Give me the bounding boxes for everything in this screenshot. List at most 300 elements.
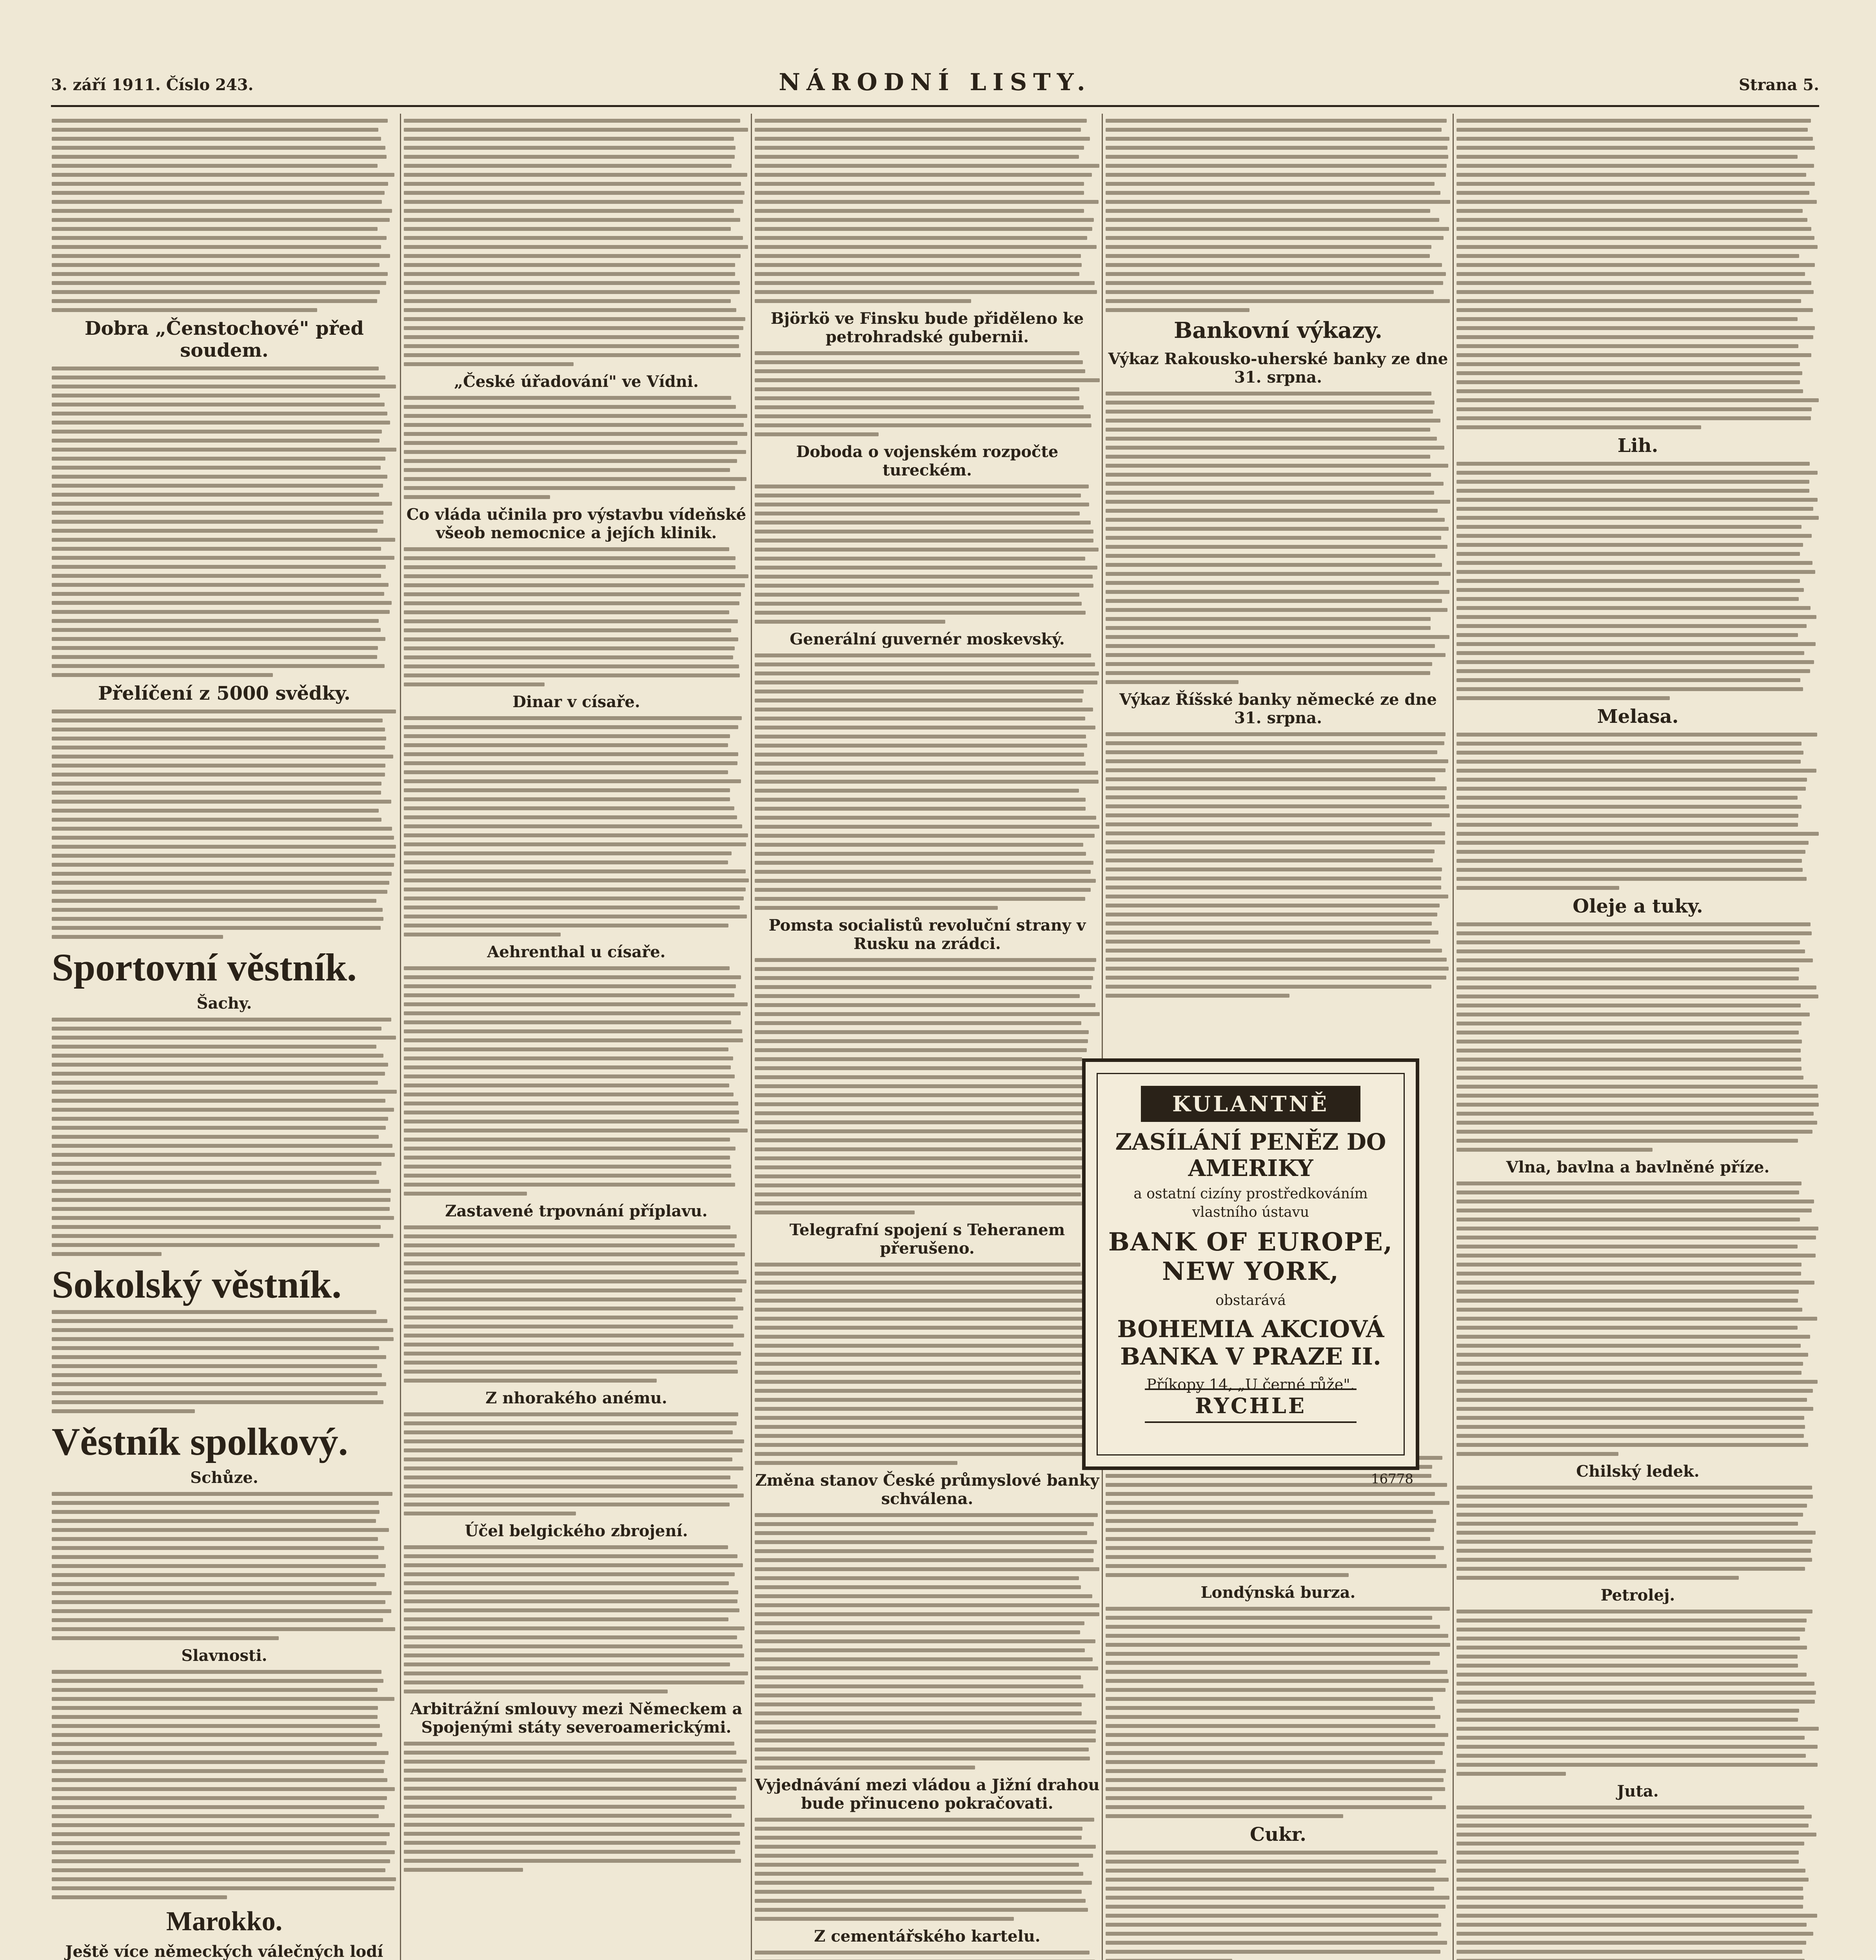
text-line: [1106, 1941, 1447, 1945]
text-line: [1456, 1353, 1808, 1357]
text-line: [1456, 552, 1800, 556]
text-line: [1456, 516, 1819, 520]
text-line: [1106, 1510, 1433, 1514]
text-line: [755, 299, 971, 303]
text-line: [404, 1002, 748, 1006]
text-line: [755, 1398, 1093, 1402]
text-line: [1456, 371, 1802, 375]
text-line: [1106, 1742, 1445, 1746]
text-line: [52, 854, 395, 858]
text-line: [52, 1310, 376, 1314]
text-line: [52, 1081, 378, 1085]
text-line: [1456, 236, 1814, 240]
text-line: [404, 565, 736, 569]
text-line: [1106, 1733, 1448, 1737]
text-line: [52, 1609, 391, 1613]
text-line: [755, 575, 1093, 579]
text-line: [1456, 1227, 1818, 1230]
text-line: [1106, 263, 1442, 267]
text-line: [52, 610, 390, 614]
text-line: [1106, 290, 1434, 294]
text-line: [755, 1522, 1094, 1526]
text-line: [52, 1373, 382, 1377]
text-line: [755, 1129, 1089, 1133]
text-line: [1456, 209, 1803, 213]
text-line: [1456, 1290, 1799, 1294]
text-line: [1456, 1130, 1812, 1134]
text-line: [1106, 1643, 1450, 1647]
text-line: [1456, 1673, 1807, 1677]
text-line: [404, 1662, 730, 1666]
text-line: [404, 362, 574, 366]
text-line: [1456, 1103, 1819, 1107]
text-line: [1106, 1760, 1435, 1764]
text-line: [52, 1751, 389, 1755]
text-line: [404, 477, 746, 481]
text-line: [52, 664, 385, 668]
text-line: [1456, 1637, 1800, 1641]
text-line: [52, 1492, 392, 1496]
text-line: [1106, 913, 1437, 916]
text-line: [404, 933, 561, 936]
text-line: [755, 1120, 1085, 1124]
text-line: [1456, 227, 1811, 231]
text-line: [52, 1225, 381, 1229]
text-line: [404, 1841, 740, 1845]
text-line: [755, 1757, 1090, 1760]
text-line: [52, 1706, 378, 1710]
text-line: [1456, 814, 1798, 818]
text-line: [1106, 155, 1448, 159]
text-line: [1106, 200, 1450, 204]
article-text: [1106, 1851, 1451, 1960]
text-line: [1456, 290, 1814, 294]
text-line: [1456, 1869, 1805, 1873]
text-line: [52, 583, 389, 587]
text-line: [755, 1030, 1089, 1034]
text-line: [755, 164, 1099, 168]
text-line: [52, 592, 384, 596]
text-line: [404, 1056, 733, 1060]
text-line: [1456, 1531, 1816, 1535]
text-line: [755, 897, 1085, 901]
text-line: [1106, 680, 1239, 684]
text-line: [755, 1317, 1092, 1321]
text-line: [1456, 787, 1806, 791]
text-line: [1456, 1245, 1798, 1249]
text-line: [755, 155, 1079, 159]
text-line: [52, 1814, 379, 1818]
text-line: [1456, 1013, 1810, 1016]
subsection-heading: Výkaz Rakousko-uherské banky ze dne 31. srpna.: [1108, 350, 1448, 387]
text-line: [52, 1501, 379, 1505]
text-line: [52, 836, 394, 840]
text-line: [1456, 1389, 1813, 1393]
text-line: [755, 1818, 1094, 1822]
text-line: [404, 1156, 730, 1160]
text-line: [404, 1850, 735, 1854]
text-line: [755, 521, 1091, 524]
text-line: [404, 1279, 746, 1283]
text-line: [1456, 425, 1701, 429]
text-line: [1106, 1697, 1433, 1701]
text-line: [755, 1863, 1079, 1867]
text-line: [755, 1434, 1097, 1438]
text-line: [1106, 967, 1449, 971]
text-line: [755, 762, 1086, 766]
text-line: [1106, 741, 1444, 745]
text-line: [1106, 895, 1448, 898]
text-line: [1456, 317, 1798, 321]
text-line: [52, 209, 392, 213]
text-line: [1456, 1806, 1804, 1809]
article-text: [52, 1310, 397, 1413]
text-line: [52, 547, 381, 551]
text-line: [52, 457, 385, 461]
text-line: [404, 1608, 739, 1612]
article-text: [404, 966, 749, 1196]
text-line: [52, 1252, 162, 1256]
text-line: [1456, 498, 1818, 502]
text-line: [1456, 967, 1799, 971]
text-line: [1456, 1139, 1798, 1143]
column-2: [404, 114, 749, 1960]
text-line: [404, 673, 740, 677]
text-line: [755, 1066, 1086, 1070]
text-line: [1456, 1308, 1802, 1312]
text-line: [52, 1573, 385, 1577]
text-line: [52, 1319, 387, 1323]
column-1: [52, 114, 397, 1960]
subsection-heading: Telegrafní spojení s Teheranem přerušeno.: [789, 1221, 1065, 1258]
text-line: [52, 1216, 394, 1220]
section-heading: Cukr.: [1250, 1824, 1306, 1846]
text-line: [404, 1183, 735, 1187]
text-line: [755, 1281, 1097, 1285]
text-line: [52, 1189, 391, 1193]
text-line: [1456, 1842, 1804, 1846]
text-line: [52, 164, 378, 168]
subsection-heading: Vlna, bavlna a bavlněné příze.: [1506, 1158, 1770, 1176]
text-line: [755, 834, 1095, 838]
text-line: [404, 610, 729, 614]
text-line: [404, 1138, 730, 1142]
text-line: [404, 1289, 742, 1292]
text-line: [755, 1102, 1082, 1106]
article-text: [52, 119, 397, 312]
text-line: [755, 485, 1089, 488]
text-line: [52, 245, 381, 249]
text-line: [52, 511, 383, 515]
text-line: [1456, 534, 1812, 538]
text-line: [1106, 554, 1435, 558]
text-line: [755, 1138, 1086, 1142]
text-line: [1106, 931, 1438, 935]
text-line: [1106, 1769, 1446, 1773]
text-line: [1456, 1317, 1817, 1321]
text-line: [1456, 1914, 1817, 1918]
text-line: [1456, 1181, 1802, 1185]
text-line: [755, 1075, 1084, 1079]
text-line: [1106, 236, 1444, 240]
text-line: [404, 743, 728, 747]
text-line: [52, 899, 376, 903]
text-line: [1456, 1281, 1814, 1285]
text-line: [1106, 1625, 1440, 1629]
text-line: [52, 1805, 385, 1809]
text-line: [755, 653, 1091, 657]
text-line: [1106, 227, 1449, 231]
text-line: [404, 601, 739, 605]
text-line: [52, 448, 396, 452]
text-line: [52, 890, 387, 894]
text-line: [1456, 254, 1799, 258]
text-line: [1106, 877, 1441, 880]
text-line: [1456, 1443, 1808, 1447]
text-line: [52, 1510, 380, 1514]
article-text: [52, 710, 397, 939]
text-line: [755, 816, 1096, 820]
text-line: [1456, 1326, 1798, 1330]
text-line: [1106, 1528, 1434, 1532]
column-divider: [400, 114, 401, 1960]
text-line: [52, 1627, 395, 1631]
text-line: [1106, 1670, 1447, 1674]
text-line: [404, 1617, 728, 1621]
text-line: [404, 966, 730, 970]
text-line: [404, 1174, 731, 1178]
section-heading: Dobra „Čenstochové" před soudem.: [84, 318, 364, 361]
text-line: [404, 915, 747, 918]
text-line: [404, 1065, 731, 1069]
text-line: [1456, 1709, 1799, 1713]
text-line: [755, 753, 1084, 757]
text-line: [404, 1165, 731, 1169]
text-line: [52, 1207, 390, 1211]
text-line: [52, 1171, 376, 1175]
text-line: [404, 1047, 728, 1051]
text-line: [404, 308, 736, 312]
text-line: [1106, 482, 1444, 486]
text-line: [1456, 218, 1807, 222]
text-line: [52, 809, 379, 813]
text-line: [1456, 1558, 1812, 1562]
text-line: [755, 994, 1080, 998]
text-line: [1106, 1564, 1447, 1568]
text-line: [1106, 1905, 1446, 1909]
text-line: [1106, 1724, 1435, 1728]
text-line: [1106, 922, 1432, 926]
text-line: [755, 825, 1099, 829]
text-line: [404, 1234, 737, 1238]
article-text: [52, 1492, 397, 1640]
text-line: [1456, 1691, 1816, 1695]
text-line: [1456, 353, 1811, 357]
text-line: [1456, 263, 1815, 267]
text-line: [52, 1337, 394, 1341]
subsection-heading: Aehrenthal u císaře.: [487, 943, 666, 961]
advertisement-money-transfer: [1082, 1058, 1419, 1487]
text-line: [52, 755, 393, 759]
text-line: [755, 1845, 1096, 1849]
text-line: [404, 1093, 734, 1096]
text-line: [404, 1421, 737, 1425]
subsection-heading: Účel belgického zbrojení.: [465, 1522, 688, 1540]
text-line: [1106, 119, 1447, 123]
text-line: [755, 1890, 1082, 1894]
text-line: [404, 335, 739, 339]
text-line: [1456, 1344, 1801, 1348]
text-line: [52, 1135, 379, 1139]
article-text: [404, 1412, 749, 1515]
text-line: [1456, 480, 1809, 484]
text-line: [1456, 1094, 1818, 1098]
text-line: [1456, 642, 1816, 646]
text-line: [404, 1074, 735, 1078]
text-line: [404, 664, 739, 668]
text-line: [52, 1670, 381, 1674]
text-line: [1456, 245, 1818, 249]
text-line: [404, 906, 740, 909]
text-line: [755, 1290, 1099, 1294]
text-line: [755, 690, 1084, 693]
text-line: [52, 863, 394, 867]
text-line: [1456, 1218, 1800, 1221]
text-line: [52, 746, 385, 750]
article-text: [1106, 119, 1451, 312]
ad-bank-name: BANK OF EUROPE, NEW YORK,: [1108, 1227, 1393, 1286]
text-line: [52, 1787, 395, 1791]
text-line: [404, 1225, 730, 1229]
text-line: [1456, 1254, 1816, 1258]
text-line: [1106, 976, 1446, 980]
column-divider: [1102, 114, 1103, 1960]
text-line: [755, 1174, 1081, 1178]
text-line: [404, 1379, 657, 1383]
text-line: [1456, 543, 1803, 547]
text-line: [1456, 1504, 1807, 1508]
text-line: [52, 1063, 388, 1067]
text-line: [1106, 572, 1451, 576]
text-line: [1106, 1546, 1444, 1550]
subsection-heading: Björkö ve Finsku bude přiděleno ke petrohradské gubernii.: [770, 309, 1084, 346]
text-line: [404, 815, 737, 819]
section-title-sport: Sportovní věstník.: [52, 946, 357, 989]
text-line: [1106, 1851, 1438, 1855]
article-text: [52, 1670, 397, 1899]
column-5: [1456, 114, 1819, 1960]
text-line: [1456, 832, 1819, 836]
text-line: [404, 1243, 735, 1247]
text-line: [1106, 401, 1435, 405]
text-line: [1106, 732, 1446, 736]
text-line: [404, 1029, 742, 1033]
text-line: [1106, 759, 1448, 763]
text-line: [404, 209, 734, 213]
text-line: [52, 119, 388, 123]
article-text: [755, 1263, 1100, 1465]
text-line: [404, 646, 735, 650]
text-line: [52, 728, 385, 731]
text-line: [52, 1355, 386, 1359]
text-line: [52, 1144, 392, 1148]
text-line: [1456, 687, 1803, 691]
text-line: [52, 1796, 387, 1800]
text-line: [404, 1644, 743, 1648]
article-text: [755, 1513, 1100, 1769]
text-line: [1456, 1022, 1802, 1025]
text-line: [404, 887, 746, 891]
text-line: [1106, 1814, 1343, 1818]
text-line: [1106, 1607, 1450, 1611]
text-line: [1456, 1763, 1818, 1767]
article-text: [1456, 733, 1819, 890]
text-line: [1456, 588, 1804, 592]
text-line: [1106, 455, 1430, 459]
text-line: [404, 1751, 736, 1755]
text-line: [404, 547, 729, 551]
text-line: [1106, 137, 1449, 141]
text-line: [404, 1457, 732, 1461]
text-line: [755, 1048, 1087, 1052]
text-line: [404, 1120, 739, 1123]
text-line: [755, 1549, 1094, 1553]
text-line: [52, 818, 381, 822]
text-line: [404, 1475, 730, 1479]
text-line: [52, 137, 381, 141]
text-line: [1456, 1664, 1798, 1668]
text-line: [755, 1951, 1090, 1955]
text-line: [1106, 1501, 1449, 1505]
text-line: [755, 146, 1084, 150]
text-line: [755, 1711, 1082, 1715]
text-line: [1106, 581, 1439, 585]
column-divider: [1453, 114, 1454, 1960]
text-line: [755, 245, 1097, 249]
text-line: [755, 281, 1095, 285]
text-line: [52, 227, 378, 231]
text-line: [404, 1129, 748, 1132]
text-line: [404, 1370, 738, 1374]
text-line: [1456, 1567, 1805, 1571]
text-line: [404, 637, 738, 641]
text-line: [52, 791, 381, 795]
text-line: [404, 353, 741, 357]
text-line: [52, 484, 383, 488]
text-line: [404, 227, 731, 231]
text-line: [755, 1165, 1083, 1169]
text-line: [1106, 635, 1449, 639]
text-line: [404, 860, 728, 864]
text-line: [1106, 849, 1435, 853]
text-line: [52, 1400, 383, 1404]
text-line: [52, 872, 392, 876]
text-line: [1456, 1727, 1819, 1731]
subsection-heading: Londýnská burza.: [1200, 1583, 1356, 1602]
text-line: [1456, 1148, 1653, 1152]
text-line: [52, 1895, 227, 1899]
newspaper-title: NÁRODNÍ LISTY.: [779, 69, 1091, 96]
text-line: [755, 272, 1079, 276]
text-line: [52, 628, 381, 632]
text-line: [52, 155, 387, 159]
text-line: [404, 628, 731, 632]
text-line: [755, 1326, 1082, 1330]
text-line: [404, 1796, 736, 1800]
text-line: [1456, 308, 1813, 312]
text-line: [1106, 1860, 1446, 1864]
text-line: [1456, 1610, 1812, 1613]
